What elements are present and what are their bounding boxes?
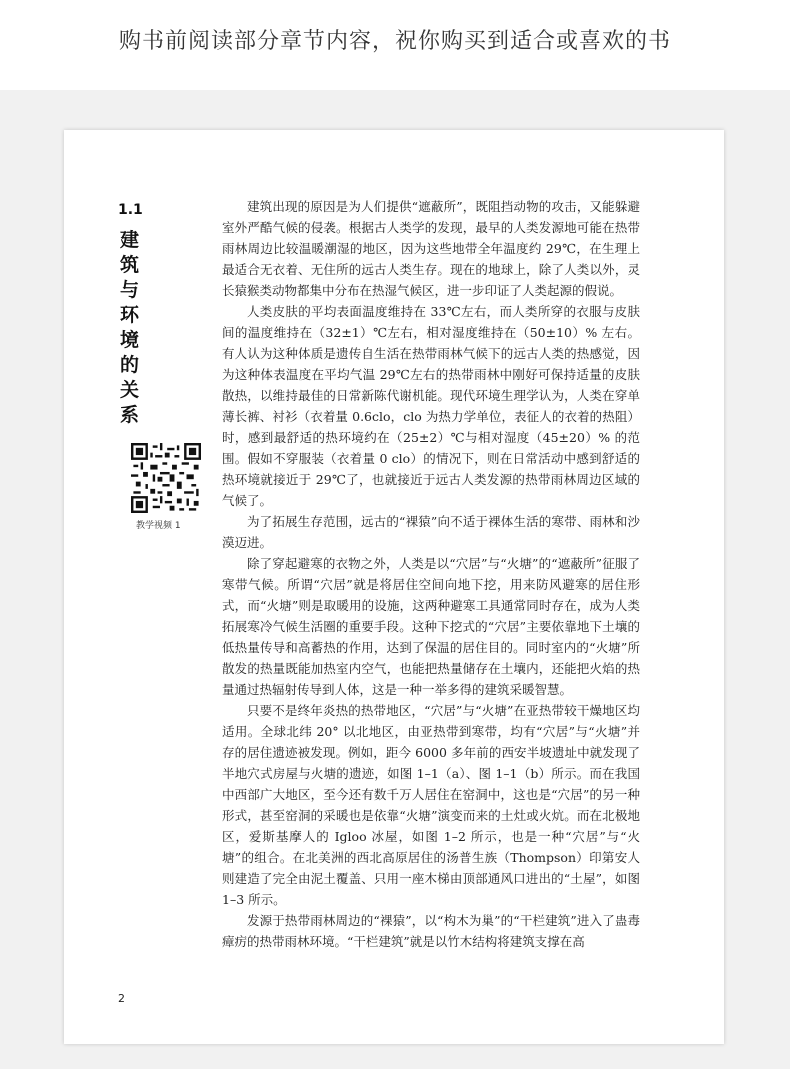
- section-number: 1.1: [118, 202, 143, 218]
- paragraph: 为了拓展生存范围，远古的“裸猿”向不适于裸体生活的寒带、雨林和沙漠迈进。: [222, 514, 640, 550]
- book-page: [64, 130, 724, 1044]
- body-text: [222, 196, 640, 952]
- paragraph: 建筑出现的原因是为人们提供“遮蔽所”，既阻挡动物的攻击，又能躲避室外严酷气候的侵袭。根据古人类学的发现，最早的人类发源地可能在热带雨林周边比较温暖潮湿的地区，因为这些地带全年温度约 29℃，在生理上最适合无衣着、无住所的远古人类生存。现在的地球上，除了人类以外，灵长猿猴类动物都集中分布在热湿气候区，进一步印证了人类起源的假说。: [222, 199, 640, 298]
- qr-caption: 教学视频 1: [136, 521, 181, 531]
- qr-code-icon[interactable]: [131, 443, 201, 513]
- section-title: 建筑与环境的关系: [120, 229, 140, 426]
- promo-banner: 购书前阅读部分章节内容，祝你购买到适合或喜欢的书: [0, 0, 790, 90]
- paragraph: 人类皮肤的平均表面温度维持在 33℃左右，而人类所穿的衣服与皮肤间的温度维持在（32±1）℃左右，相对湿度维持在（50±10）% 左右。有人认为这种体质是遗传自生活在热带雨林气候下的远古人类的热感觉，因为这种体表温度在平均气温 29℃左右的热带雨林中刚好可保持适量的皮肤散热，以维持最佳的日常新陈代谢机能。现代环境生理学认为，人类在穿单薄长裤、衬衫（衣着量 0.6clo，clo 为热力学单位，表征人的衣着的热阻）时，感到最舒适的热环境约在（25±2）℃与相对湿度（45±20）% 的范围。假如不穿服装（衣着量 0 clo）的情况下，则在日常活动中感到舒适的热环境就接近于 29℃了，也就接近于远古人类发源的热带雨林周边区域的气候了。: [222, 304, 640, 508]
- page-number: 2: [118, 992, 125, 1005]
- paragraph: 只要不是终年炎热的热带地区，“穴居”与“火塘”在亚热带较干燥地区均适用。全球北纬 20° 以北地区，由亚热带到寒带，均有“穴居”与“火塘”并存的居住遗迹被发现。例如，距今 6000 多年前的西安半坡遗址中就发现了半地穴式房屋与火塘的遗迹，如图 1–1（a）、图 1–1（b）所示。而在我国中西部广大地区，至今还有数千万人居住在窑洞中，这也是“穴居”的另一种形式，甚至窑洞的采暖也是依靠“火塘”演变而来的土灶或火炕。而在北极地区，爱斯基摩人的 Igloo 冰屋，如图 1–2 所示，也是一种“穴居”与“火塘”的组合。在北美洲的西北高原居住的汤普生族（Thompson）印第安人则建造了完全由泥土覆盖、只用一座木梯由顶部通风口进出的“土屋”，如图 1–3 所示。: [222, 703, 640, 907]
- paragraph: 发源于热带雨林周边的“裸猿”，以“构木为巢”的“干栏建筑”进入了蛊毒瘴疠的热带雨林环境。“干栏建筑”就是以竹木结构将建筑支撑在高: [222, 913, 640, 949]
- paragraph: 除了穿起避寒的衣物之外，人类是以“穴居”与“火塘”的“遮蔽所”征服了寒带气候。所谓“穴居”就是将居住空间向地下挖，用来防风避寒的居住形式，而“火塘”则是取暖用的设施，这两种避寒工具通常同时存在，成为人类拓展寒冷气候生活圈的重要手段。这种下挖式的“穴居”主要依靠地下土壤的低热量传导和高蓄热的作用，达到了保温的居住目的。同时室内的“火塘”所散发的热量既能加热室内空气，也能把热量储存在土壤内，还能把火焰的热量通过热辐射传导到人体，这是一种一举多得的建筑采暖智慧。: [222, 556, 640, 697]
